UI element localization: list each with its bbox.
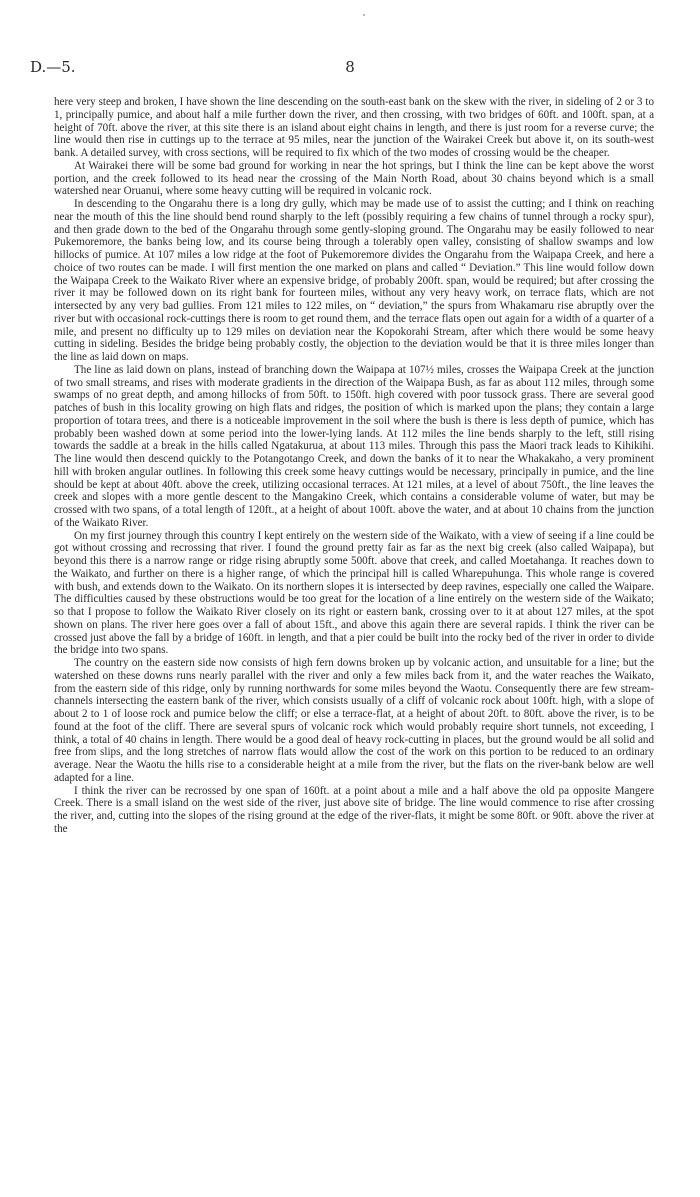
paragraph: The line as laid down on plans, instead of branching down the Waipapa at 107½ miles, crosses the Waipapa Creek at the junction of two small streams, and rises with moderate gradients in the direction of the Waipapa Bush, as far as about 112 miles, through some swamps of no great depth, and among hillocks of from 50ft. to 150ft. high covered with poor tussock grass. There are several good patches of bush in this locality growing on high flats and ridges, the position of which is marked upon the plans; they contain a large proportion of totara trees, and there is a noticeable improvement in the soil where the bush is there is less depth of pumice, which has probably been washed down at some period into the lower-lying lands. At 112 miles the line bends sharply to the left, still rising towards the saddle at a break in the hills called Ngatakurua, at about 113 miles. Through this pass the Maori track leads to Kihikihi. The line would then descend quickly to the Potangotango Creek, and down the banks of it to near the Whakakaho, a very prominent hill with broken angular outlines. In following this creek some heavy cuttings would be necessary, principally in pumice, and the line should be kept at about 40ft. above the creek, utilizing occasional terraces. At 121 miles, at a level of about 750ft., the line leaves the creek and slopes with a more gentle descent to the Mangakino Creek, which contains a considerable volume of water, but may be crossed with two spans, of a total length of 120ft., at a height of about 100ft. above the water, and at about 10 chains from the junction of the Waikato River. (54, 363, 654, 529)
page-number: 8 (345, 58, 355, 76)
scan-mark (363, 14, 365, 16)
paragraph: At Wairakei there will be some bad ground for working in near the hot springs, but I think the line can be kept above the worst portion, and the creek followed to its head near the crossing of the Main North Road, about 30 chains beyond which is a small watershed near Oruanui, where some heavy cutting will be required in volcanic rock. (54, 159, 654, 198)
paragraph: here very steep and broken, I have shown the line descending on the south-east bank on the skew with the river, in sideling of 2 or 3 to 1, principally pumice, and about half a mile further down the river, and then crossing, with two bridges of 60ft. and 100ft. span, at a height of 70ft. above the river, at this site there is an island about eight chains in length, and there is just room for a reverse curve; the line would then rise in cuttings up to the terrace at 95 miles, near the junction of the Wairakei Creek but above it, on its south-west bank. A detailed survey, with cross sections, will be required to fix which of the two modes of crossing would be the cheaper. (54, 96, 654, 159)
paragraph: The country on the eastern side now consists of high fern downs broken up by volcanic action, and unsuitable for a line; but the watershed on these downs runs nearly parallel with the river and only a few miles back from it, and the water reaches the Waikato, from the eastern side of this ridge, only by running northwards for some miles beyond the Waotu. Consequently there are few stream-channels intersecting the eastern bank of the river, which consists usually of a cliff of volcanic rock about 100ft. high, with a slope of about 2 to 1 of loose rock and pumice below the cliff; or else a terrace-flat, at a height of about 20ft. to 80ft. above the river, is to be found at the foot of the cliff. There are several spurs of volcanic rock which would probably require short tunnels, not exceeding, I think, a total of 40 chains in length. There would be a good deal of heavy rock-cutting in places, but the ground would be all solid and free from slips, and the long stretches of narrow flats would allow the cost of the work on this portion to be reduced to an ordinary average. Near the Waotu the hills rise to a considerable height at a mile from the river, but the flats on the river-bank below are well adapted for a line. (54, 657, 654, 784)
paragraph: I think the river can be recrossed by one span of 160ft. at a point about a mile and a half above the old pa opposite Mangere Creek. There is a small island on the west side of the river, just above site of bridge. The line would commence to rise after crossing the river, and, cutting into the slopes of the rising ground at the edge of the river-flats, it might be some 80ft. or 90ft. above the river at the (54, 784, 654, 835)
paragraph: On my first journey through this country I kept entirely on the western side of the Waikato, with a view of seeing if a line could be got without crossing and recrossing that river. I found the ground pretty fair as far as the next big creek (also called Waipapa), but beyond this there is a narrow range or ridge rising abruptly some 500ft. above that creek, and called Moetahanga. It reaches down to the Waikato, and further on there is a higher range, of which the principal hill is called Wharepuhunga. This whole range is covered with bush, and extends down to the Waikato. On its northern slopes it is intersected by deep ravines, especially one called the Waipare. The difficulties caused by these obstructions would be too great for the location of a line entirely on the western side of the Waikato; so that I propose to follow the Waikato River closely on its right or eastern bank, crossing over to it at about 127 miles, at the spot shown on plans. The river here goes over a fall of about 15ft., and above this again there are several rapids. I think the river can be crossed just above the fall by a bridge of 160ft. in length, and that a pier could be built into the rocky bed of the river in order to divide the bridge into two spans. (54, 529, 654, 657)
page-header (30, 58, 670, 82)
paragraph: In descending to the Ongarahu there is a long dry gully, which may be made use of to assist the cutting; and I think on reaching near the mouth of this the line should bend round sharply to the left (possibly requiring a few chains of tunnel through a rocky spur), and then grade down to the bed of the Ongarahu through some gently-sloping ground. The Ongarahu may be easily followed to near Pukemoremore, the banks being low, and its course being through a tolerably open valley, consisting of shallow swamps and low hillocks of pumice. At 107 miles a low ridge at the foot of Pukemoremore divides the Ongarahu from the Waipapa Creek, and here a choice of two routes can be made. I will first mention the one marked on plans and called “ Deviation.” This line would follow down the Waipapa Creek to the Waikato River where an expensive bridge, of probably 200ft. span, would be required; but after crossing the river it may be followed down on its right bank for fourteen miles, without any very heavy work, on terrace flats, which are not intersected by any very bad gullies. From 121 miles to 122 miles, on “ deviation,” the spurs from Whakamaru rise abruptly over the river but with occasional rock-cuttings there is room to get round them, and the terrace flats open out again for a width of a quarter of a mile, and present no difficulty up to 129 miles on deviation near the Kopokorahi Stream, after which there would be some heavy cutting in sideling. Besides the bridge being probably costly, the objection to the deviation would be that it is three miles longer than the line as laid down on maps. (54, 198, 654, 363)
body-text (54, 96, 654, 836)
document-reference: D.—5. (30, 58, 76, 76)
